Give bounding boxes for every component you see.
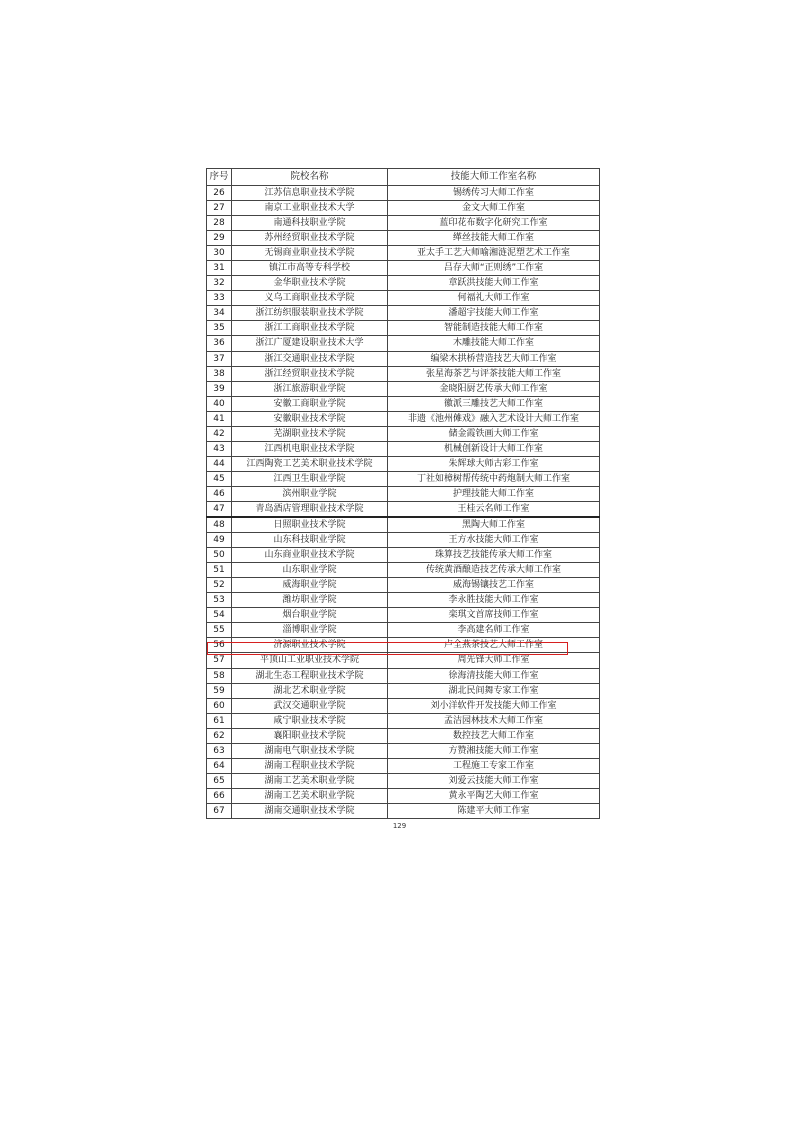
row-studio: 数控技艺大师工作室 — [388, 728, 600, 743]
row-index: 52 — [207, 578, 232, 593]
row-studio: 编梁木拱桥营造技艺大师工作室 — [388, 351, 600, 366]
table-row — [207, 381, 600, 396]
table-body — [207, 186, 600, 819]
row-school: 湖南电气职业技术学院 — [232, 743, 388, 758]
row-school: 山东商业职业技术学院 — [232, 548, 388, 563]
highlight-box — [207, 642, 568, 655]
row-index: 34 — [207, 306, 232, 321]
row-school: 浙江工商职业技术学院 — [232, 321, 388, 336]
row-school: 威海职业学院 — [232, 578, 388, 593]
table-row — [207, 683, 600, 698]
row-studio: 孟洁园林技术大师工作室 — [388, 713, 600, 728]
row-studio: 黑陶大师工作室 — [388, 517, 600, 533]
row-school: 山东科技职业学院 — [232, 533, 388, 548]
row-studio: 亚太手工艺大师喻湘涟泥塑艺术工作室 — [388, 246, 600, 261]
row-school: 金华职业技术学院 — [232, 276, 388, 291]
row-school: 义乌工商职业技术学院 — [232, 291, 388, 306]
row-school: 湖南工艺美术职业学院 — [232, 788, 388, 803]
table-row — [207, 593, 600, 608]
row-school: 浙江纺织服装职业技术学院 — [232, 306, 388, 321]
row-school: 江西卫生职业学院 — [232, 471, 388, 486]
row-school: 浙江交通职业技术学院 — [232, 351, 388, 366]
row-school: 浙江广厦建设职业技术大学 — [232, 336, 388, 351]
row-studio: 徽派三雕技艺大师工作室 — [388, 396, 600, 411]
row-school: 芜湖职业技术学院 — [232, 426, 388, 441]
row-school: 淄博职业学院 — [232, 623, 388, 638]
row-school: 潍坊职业学院 — [232, 593, 388, 608]
row-index: 55 — [207, 623, 232, 638]
row-studio: 吕存大师“正则绣”工作室 — [388, 261, 600, 276]
table-row — [207, 396, 600, 411]
row-studio: 刘小洋软件开发技能大师工作室 — [388, 698, 600, 713]
row-studio: 王桂云名师工作室 — [388, 501, 600, 517]
table-row — [207, 653, 600, 668]
row-studio: 李永胜技能大师工作室 — [388, 593, 600, 608]
row-studio: 周先锋大师工作室 — [388, 653, 600, 668]
row-studio: 徐海清技能大师工作室 — [388, 668, 600, 683]
row-school: 襄阳职业技术学院 — [232, 728, 388, 743]
row-index: 57 — [207, 653, 232, 668]
table-row — [207, 668, 600, 683]
row-index: 26 — [207, 186, 232, 201]
row-index: 62 — [207, 728, 232, 743]
row-index: 27 — [207, 201, 232, 216]
table-row — [207, 216, 600, 231]
row-school: 平顶山工业职业技术学院 — [232, 653, 388, 668]
row-index: 48 — [207, 517, 232, 533]
row-index: 41 — [207, 411, 232, 426]
row-index: 28 — [207, 216, 232, 231]
row-studio: 李高建名师工作室 — [388, 623, 600, 638]
row-studio: 缂丝技能大师工作室 — [388, 231, 600, 246]
table-row — [207, 471, 600, 486]
row-index: 30 — [207, 246, 232, 261]
row-studio: 珠算技艺技能传承大师工作室 — [388, 548, 600, 563]
row-school: 湖北艺术职业学院 — [232, 683, 388, 698]
row-index: 63 — [207, 743, 232, 758]
row-studio: 传统黄酒酿造技艺传承大师工作室 — [388, 563, 600, 578]
row-school: 苏州经贸职业技术学院 — [232, 231, 388, 246]
table-row — [207, 608, 600, 623]
row-index: 36 — [207, 336, 232, 351]
header-school: 院校名称 — [232, 169, 388, 186]
row-studio: 何福礼大师工作室 — [388, 291, 600, 306]
row-index: 53 — [207, 593, 232, 608]
row-studio: 朱辉球大师古彩工作室 — [388, 456, 600, 471]
table-row — [207, 306, 600, 321]
row-school: 湖南工程职业技术学院 — [232, 758, 388, 773]
row-school: 安徽职业技术学院 — [232, 411, 388, 426]
table-row — [207, 366, 600, 381]
row-school: 江西机电职业技术学院 — [232, 441, 388, 456]
row-studio: 卢全燕茶技艺大师工作室 — [388, 638, 600, 653]
row-school: 日照职业技术学院 — [232, 517, 388, 533]
row-studio: 护理技能大师工作室 — [388, 486, 600, 501]
row-school: 武汉交通职业学院 — [232, 698, 388, 713]
row-school: 南京工业职业技术大学 — [232, 201, 388, 216]
row-studio: 非遗《池州傩戏》融入艺术设计大师工作室 — [388, 411, 600, 426]
row-studio: 金文大师工作室 — [388, 201, 600, 216]
row-index: 33 — [207, 291, 232, 306]
row-school: 滨州职业学院 — [232, 486, 388, 501]
row-school: 青岛酒店管理职业技术学院 — [232, 501, 388, 517]
table-row — [207, 261, 600, 276]
row-index: 40 — [207, 396, 232, 411]
row-index: 54 — [207, 608, 232, 623]
row-studio: 丁社如樟树帮传统中药炮制大师工作室 — [388, 471, 600, 486]
table-row — [207, 501, 600, 517]
row-index: 44 — [207, 456, 232, 471]
row-studio: 陈建平大师工作室 — [388, 803, 600, 818]
page-number: 129 — [392, 822, 407, 830]
row-index: 56 — [207, 638, 232, 653]
row-school: 江西陶瓷工艺美术职业技术学院 — [232, 456, 388, 471]
row-index: 58 — [207, 668, 232, 683]
table-row — [207, 758, 600, 773]
table-row — [207, 698, 600, 713]
table-row — [207, 426, 600, 441]
table-row — [207, 533, 600, 548]
row-school: 江苏信息职业技术学院 — [232, 186, 388, 201]
row-school: 无锡商业职业技术学院 — [232, 246, 388, 261]
header-index: 序号 — [207, 169, 232, 186]
row-school: 安徽工商职业学院 — [232, 396, 388, 411]
row-studio: 栾琪文首席技师工作室 — [388, 608, 600, 623]
row-index: 38 — [207, 366, 232, 381]
table-row — [207, 517, 600, 533]
row-studio: 蓝印花布数字化研究工作室 — [388, 216, 600, 231]
table-row — [207, 456, 600, 471]
table-row — [207, 411, 600, 426]
row-index: 61 — [207, 713, 232, 728]
table-row — [207, 773, 600, 788]
row-studio: 金晓阳厨艺传承大师工作室 — [388, 381, 600, 396]
row-studio: 章跃洪技能大师工作室 — [388, 276, 600, 291]
table-row — [207, 321, 600, 336]
row-studio: 威海锡镶技艺工作室 — [388, 578, 600, 593]
institutions-table — [206, 168, 600, 819]
table-row — [207, 441, 600, 456]
row-index: 35 — [207, 321, 232, 336]
row-school: 镇江市高等专科学校 — [232, 261, 388, 276]
row-index: 67 — [207, 803, 232, 818]
table-row — [207, 291, 600, 306]
row-index: 50 — [207, 548, 232, 563]
row-index: 60 — [207, 698, 232, 713]
table-row — [207, 336, 600, 351]
row-school: 浙江经贸职业技术学院 — [232, 366, 388, 381]
row-studio: 储金霞铁画大师工作室 — [388, 426, 600, 441]
row-school: 湖北生态工程职业技术学院 — [232, 668, 388, 683]
row-index: 43 — [207, 441, 232, 456]
row-index: 49 — [207, 533, 232, 548]
row-school: 烟台职业学院 — [232, 608, 388, 623]
row-index: 51 — [207, 563, 232, 578]
table-row — [207, 728, 600, 743]
row-school: 济源职业技术学院 — [232, 638, 388, 653]
row-school: 山东职业学院 — [232, 563, 388, 578]
table-row — [207, 548, 600, 563]
row-studio: 湖北民间舞专家工作室 — [388, 683, 600, 698]
row-index: 29 — [207, 231, 232, 246]
table-row — [207, 186, 600, 201]
row-school: 湖南交通职业技术学院 — [232, 803, 388, 818]
row-index: 37 — [207, 351, 232, 366]
row-index: 66 — [207, 788, 232, 803]
row-studio: 锡绣传习大师工作室 — [388, 186, 600, 201]
table-row — [207, 743, 600, 758]
row-studio: 王方水技能大师工作室 — [388, 533, 600, 548]
row-school: 湖南工艺美术职业学院 — [232, 773, 388, 788]
table-row — [207, 486, 600, 501]
row-index: 31 — [207, 261, 232, 276]
table-row — [207, 803, 600, 818]
row-studio: 机械创新设计大师工作室 — [388, 441, 600, 456]
row-index: 59 — [207, 683, 232, 698]
row-index: 46 — [207, 486, 232, 501]
row-index: 47 — [207, 501, 232, 517]
table-row — [207, 788, 600, 803]
table-row — [207, 713, 600, 728]
row-studio: 黄永平陶艺大师工作室 — [388, 788, 600, 803]
row-studio: 潘超宇技能大师工作室 — [388, 306, 600, 321]
row-studio: 智能制造技能大师工作室 — [388, 321, 600, 336]
row-school: 浙江旅游职业学院 — [232, 381, 388, 396]
row-studio: 木雕技能大师工作室 — [388, 336, 600, 351]
row-index: 42 — [207, 426, 232, 441]
row-studio: 张星海茶艺与评茶技能大师工作室 — [388, 366, 600, 381]
header-studio: 技能大师工作室名称 — [388, 169, 600, 186]
row-school: 南通科技职业学院 — [232, 216, 388, 231]
table-row — [207, 578, 600, 593]
row-studio: 刘爱云技能大师工作室 — [388, 773, 600, 788]
table-row — [207, 231, 600, 246]
row-index: 39 — [207, 381, 232, 396]
row-index: 64 — [207, 758, 232, 773]
row-school: 咸宁职业技术学院 — [232, 713, 388, 728]
row-index: 32 — [207, 276, 232, 291]
row-index: 45 — [207, 471, 232, 486]
table-row — [207, 246, 600, 261]
table-header-row — [207, 169, 600, 186]
table-row — [207, 351, 600, 366]
table-row — [207, 563, 600, 578]
row-studio: 工程施工专家工作室 — [388, 758, 600, 773]
row-index: 65 — [207, 773, 232, 788]
row-studio: 方赞湘技能大师工作室 — [388, 743, 600, 758]
table-row — [207, 276, 600, 291]
table-row — [207, 623, 600, 638]
table-row — [207, 201, 600, 216]
